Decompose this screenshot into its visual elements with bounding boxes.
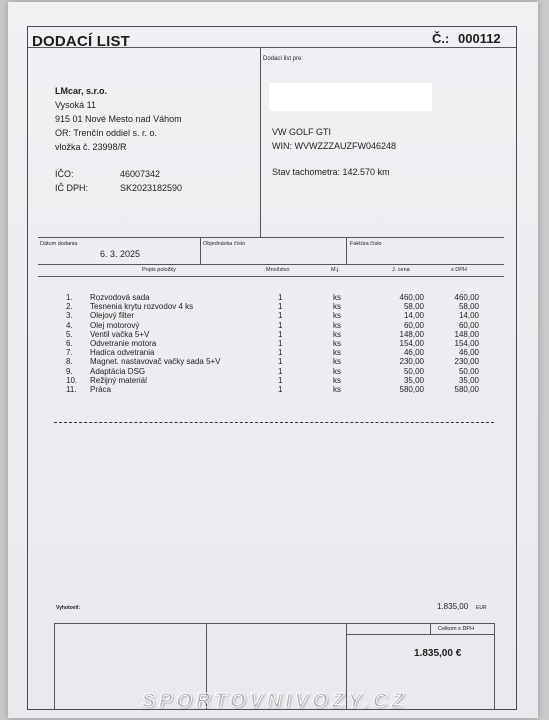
cell-unit: ks <box>333 375 341 385</box>
cell-total: 460,00 <box>454 293 479 302</box>
cell-name: Tesnenia krytu rozvodov 4 ks <box>90 302 194 312</box>
cell-no: 9. <box>66 366 73 376</box>
total-label: Celkom s DPH <box>438 626 475 632</box>
cell-price: 60,00 <box>403 320 424 330</box>
cell-qty: 1 <box>278 366 283 376</box>
cell-name: Odvetranie motora <box>90 339 157 348</box>
cell-unit: ks <box>333 311 341 321</box>
cell-no: 1. <box>66 293 73 302</box>
cell-price: 58,00 <box>403 302 424 312</box>
meta-divider-1 <box>200 237 201 264</box>
cell-price: 35,00 <box>403 375 424 385</box>
issued-by-label: Vyhotovil: <box>56 605 80 611</box>
items-end-dashed-line <box>54 422 494 423</box>
document-frame <box>27 26 517 710</box>
watermark: SPORTOVNIVOZY.CZ <box>141 690 408 712</box>
header-with-vat: s DPH <box>451 267 467 273</box>
cell-total: 154,00 <box>454 339 479 348</box>
document-number: 000112 <box>458 31 501 46</box>
footer-top-line <box>54 623 494 624</box>
document-title: DODACÍ LIST <box>32 33 131 50</box>
cell-no: 8. <box>66 357 73 367</box>
cell-name: Hadica odvetrania <box>90 348 155 358</box>
subtotal-currency: EUR <box>476 605 487 611</box>
document-page <box>8 2 538 718</box>
cell-total: 60,00 <box>458 320 479 330</box>
table-row <box>28 330 516 339</box>
cell-unit: ks <box>333 348 341 358</box>
header-unit: M.j. <box>331 267 340 273</box>
table-row <box>28 302 516 311</box>
cell-unit: ks <box>333 385 341 394</box>
cell-unit: ks <box>333 357 341 367</box>
supplier-city: 915 01 Nové Mesto nad Váhom <box>55 114 182 124</box>
cell-qty: 1 <box>278 320 283 330</box>
supplier-street: Vysoká 11 <box>55 100 97 110</box>
recipient-label: Dodací list pre: <box>263 56 304 62</box>
delivery-date: 6. 3. 2025 <box>100 249 141 259</box>
footer-divider-3 <box>430 623 431 634</box>
cell-qty: 1 <box>278 293 283 302</box>
cell-no: 10. <box>66 375 78 385</box>
cell-name: Olej motorový <box>90 320 140 330</box>
cell-qty: 1 <box>278 329 283 339</box>
supplier-dic-label: IČ DPH: <box>55 183 89 193</box>
cell-price: 230,00 <box>399 357 424 367</box>
cell-name: Olejový filter <box>90 311 135 321</box>
table-row <box>28 367 516 376</box>
meta-bottom-line <box>38 264 504 265</box>
cell-qty: 1 <box>278 375 283 385</box>
supplier-ico-label: IČO: <box>55 169 74 179</box>
table-row <box>28 348 516 357</box>
table-header-line <box>38 276 504 277</box>
delivery-date-label: Dátum dodania <box>40 241 78 247</box>
cell-no: 11. <box>66 385 77 394</box>
supplier-ico: 46007342 <box>120 169 161 179</box>
cell-unit: ks <box>333 366 341 376</box>
table-row <box>28 385 516 394</box>
cell-name: Rozvodová sada <box>90 293 150 302</box>
cell-no: 5. <box>66 329 73 339</box>
cell-price: 50,00 <box>403 366 424 376</box>
header-unit-price: J. cena <box>392 267 410 273</box>
supplier-register: OR: Trenčín oddiel s. r. o. <box>55 128 158 138</box>
order-number-label: Objednávka číslo <box>203 241 246 247</box>
table-row <box>28 293 516 302</box>
cell-qty: 1 <box>278 385 283 394</box>
cell-total: 580,00 <box>454 385 479 394</box>
cell-price: 460,00 <box>399 293 424 302</box>
document-number-label: Č.: <box>432 31 450 46</box>
cell-total: 230,00 <box>454 357 479 367</box>
header-qty: Množstvo <box>266 267 290 273</box>
vehicle-odometer: Stav tachometra: 142.570 km <box>272 167 390 177</box>
cell-unit: ks <box>333 320 341 330</box>
cell-no: 4. <box>66 320 73 330</box>
header-item: Popis položky <box>142 267 176 273</box>
cell-no: 3. <box>66 311 73 321</box>
cell-total: 58,00 <box>458 302 479 312</box>
cell-qty: 1 <box>278 339 283 348</box>
meta-divider-2 <box>346 237 347 264</box>
cell-qty: 1 <box>278 311 283 321</box>
cell-unit: ks <box>333 339 341 348</box>
header-column-divider <box>260 47 261 237</box>
cell-no: 6. <box>66 339 73 348</box>
vehicle-win: WIN: WVWZZZAUZFW046248 <box>272 141 397 151</box>
cell-qty: 1 <box>278 357 283 367</box>
cell-unit: ks <box>333 293 341 302</box>
redacted-recipient-box <box>269 83 432 111</box>
supplier-dic: SK2023182590 <box>120 183 183 193</box>
cell-name: Ventil vačka 5+V <box>90 329 150 339</box>
supplier-name: LMcar, s.r.o. <box>55 86 108 96</box>
table-row <box>28 376 516 385</box>
table-row <box>28 357 516 366</box>
cell-price: 14,00 <box>403 311 424 321</box>
cell-unit: ks <box>333 329 341 339</box>
cell-price: 154,00 <box>399 339 424 348</box>
cell-total: 14,00 <box>458 311 479 321</box>
invoice-number-label: Faktúra číslo <box>350 241 382 247</box>
title-divider <box>28 47 516 48</box>
vehicle-model: VW GOLF GTI <box>272 127 332 137</box>
table-row <box>28 339 516 348</box>
cell-qty: 1 <box>278 302 283 312</box>
cell-total: 50,00 <box>458 366 479 376</box>
supplier-insert: vložka č. 23998/R <box>55 142 127 152</box>
cell-total: 148,00 <box>454 329 479 339</box>
cell-name: Adaptácia DSG <box>90 366 146 376</box>
cell-price: 148,00 <box>399 329 424 339</box>
cell-total: 46,00 <box>458 348 479 358</box>
table-row <box>28 321 516 330</box>
subtotal-value: 1.835,00 <box>437 602 469 611</box>
cell-no: 7. <box>66 348 73 358</box>
cell-name: Práca <box>90 385 111 394</box>
cell-total: 35,00 <box>458 375 479 385</box>
cell-price: 580,00 <box>399 385 424 394</box>
cell-price: 46,00 <box>403 348 424 358</box>
table-row <box>28 311 516 320</box>
cell-name: Magnet. nastavovač vačky sada 5+V <box>90 357 221 367</box>
cell-unit: ks <box>333 302 341 312</box>
total-label-line <box>346 634 494 635</box>
cell-qty: 1 <box>278 348 283 358</box>
meta-top-line <box>38 237 504 238</box>
cell-name: Režijný materiál <box>90 375 147 385</box>
cell-no: 2. <box>66 302 73 312</box>
grand-total: 1.835,00 € <box>414 648 462 659</box>
